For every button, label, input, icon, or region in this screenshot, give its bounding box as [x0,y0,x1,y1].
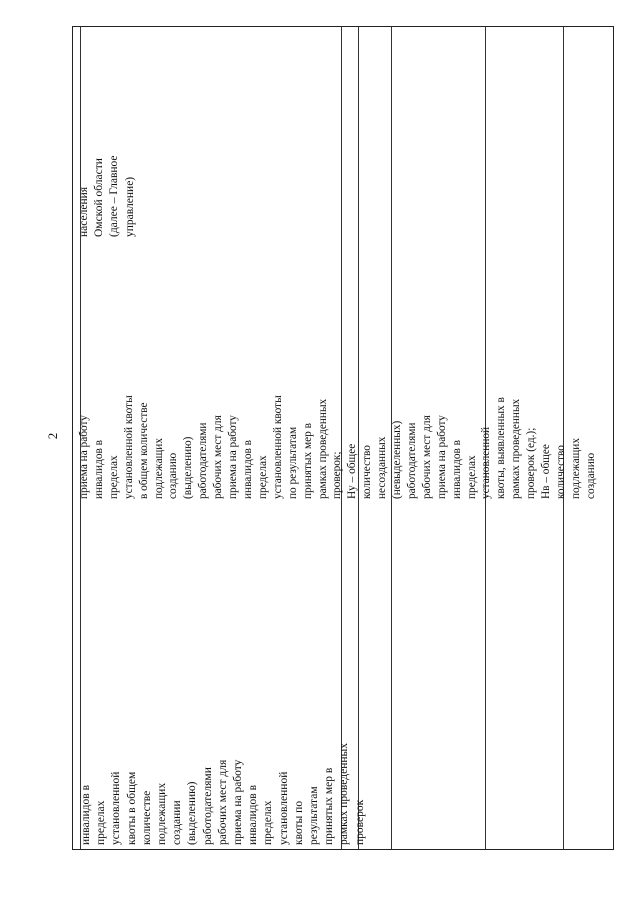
text-line: квоты, выявленных в [495,397,508,499]
page-number: 2 [45,432,60,440]
text-line: результатам [308,786,321,845]
text-line: инвалидов в [247,784,260,845]
cell-criteria-text [79,545,366,845]
text-line: установленной [480,426,493,499]
text-line: рамках проведенных [510,398,523,499]
text-line: населения [78,186,90,237]
text-line: работодателями [197,422,210,499]
text-line: подлежащих [156,782,169,845]
text-line: принятых мер в [323,767,336,845]
text-line: количество [555,445,567,499]
text-line: подлежащих [569,438,582,499]
text-line: проверок (ед.); [525,427,538,499]
text-line: пределах [256,455,269,499]
text-line: Нв – общее [540,444,553,499]
text-line: (невыделенных) [391,420,404,499]
text-line: установленной квоты [122,395,135,499]
cell-formula-text [77,79,617,499]
text-line: инвалидов в [80,784,92,845]
text-line: приема на работу [78,415,90,499]
text-line: квоты в общем [125,771,138,845]
text-line: рабочих мест для [420,415,433,499]
text-line: управление) [123,176,136,237]
text-line: по результатам [286,426,299,499]
text-line: (выделению) [186,781,199,845]
text-line: рамках проведенных [338,743,351,845]
text-line: установленной [110,771,123,845]
text-line: Омской области [93,158,106,237]
text-line: пределах [95,800,108,845]
text-line: проверок [353,799,366,845]
text-line: (выделению) [182,436,195,499]
text-line: рабочих мест для [216,759,229,845]
text-line: приема на работу [227,415,240,499]
text-line: квоты по [292,800,305,845]
text-line: (далее – Главное [108,155,121,237]
text-line: пределах [465,455,478,499]
text-line: приема на работу [232,759,245,845]
text-line: Ну – общее [346,443,359,499]
text-line: в общем количестве [137,402,150,499]
rotated-table [72,26,614,850]
cell-responsible-text [77,127,147,237]
text-line: принятых мер в [301,423,314,499]
text-line: инвалидов в [241,440,254,499]
text-line: работодателями [405,422,418,499]
text-line: подлежащих [152,438,165,499]
text-line: приема на работу [435,415,448,499]
text-line: проверок; [331,451,344,499]
text-line: установленной квоты [271,395,284,499]
text-line: создании [171,800,184,845]
text-line: пределах [107,455,120,499]
text-line: рамках проведенных [316,398,329,499]
text-line: работодателями [201,767,214,845]
text-line: установленной [277,771,290,845]
text-line: инвалидов в [450,440,463,499]
text-line: созданию [584,452,597,499]
text-line: рабочих мест для [212,415,225,499]
text-line: количестве [140,790,153,845]
text-line: созданию [167,452,180,499]
text-line: пределах [262,800,275,845]
text-line: инвалидов в [92,440,105,499]
text-line: количество [361,445,374,499]
text-line: несозданных [376,436,389,499]
